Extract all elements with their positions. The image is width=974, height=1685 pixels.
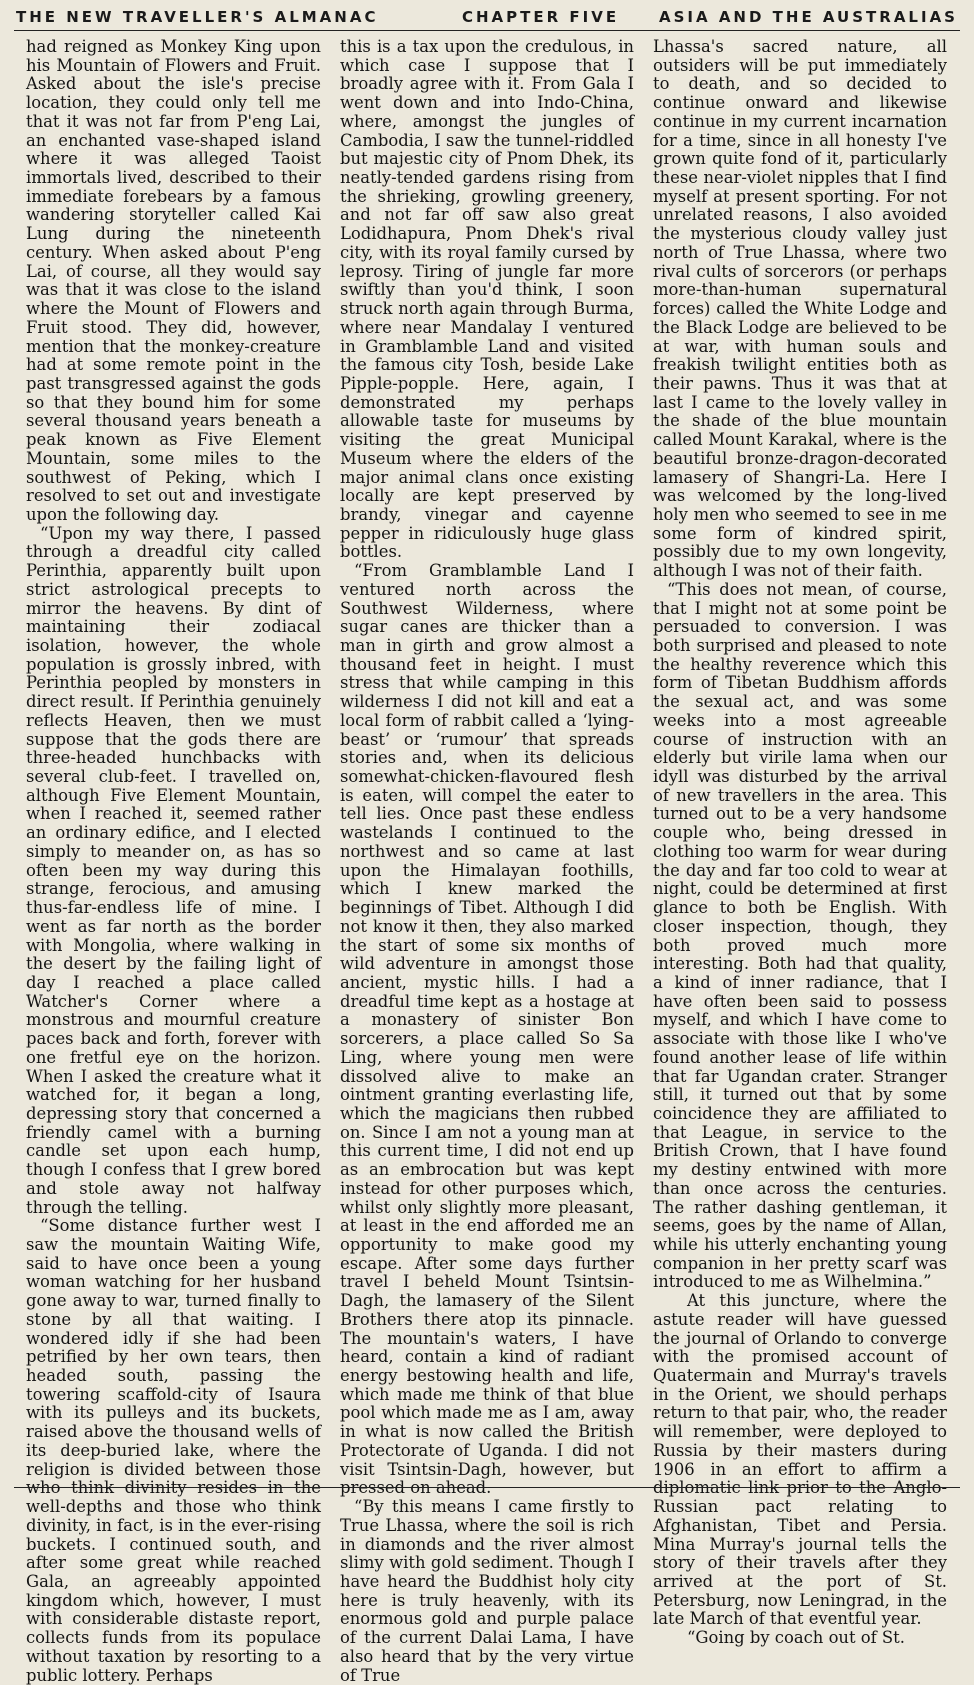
text-column-2: [340, 37, 634, 1685]
text-column-3: [653, 37, 947, 1648]
chapter-label: CHAPTER FIVE: [462, 8, 620, 26]
running-header: [14, 0, 960, 38]
text-column-1: [26, 37, 321, 1685]
paragraph: had reigned as Monkey King upon his Mountain of Flowers and Fruit. Asked about the isle's precise location, they could only tell me that it was not far from P'eng Lai, an enchanted vase-shaped island where it was alleged Taoist immortals lived, described to their immediate forebears by a famous wandering storyteller called Kai Lung during the nineteenth century. When asked about P'eng Lai, of course, all they would say was that it was close to the island where the Mount of Flowers and Fruit stood. They did, however, mention that the monkey-creature had at some remote point in the past transgressed against the gods so that they bound him for some several thousand years beneath a peak known as Five Element Mountain, some miles to the southwest of Peking, which I resolved to set out and investigate upon the following day.: [26, 37, 321, 524]
paragraph: “Upon my way there, I passed through a dreadful city called Perinthia, apparently built upon strict astrological precepts to mirror the heavens. By dint of maintaining their zodiacal isolation, however, the whole population is grossly inbred, with Perinthia peopled by monsters in direct result. If Perinthia genuinely reflects Heaven, then we must suppose that the gods there are three-headed hunchbacks with several club-feet. I travelled on, although Five Element Mountain, when I reached it, seemed rather an ordinary edifice, and I elected simply to meander on, as has so often been my way during this strange, ferocious, and amusing thus-far-endless life of mine. I went as far north as the border with Mongolia, where walking in the desert by the failing light of day I reached a place called Watcher's Corner where a monstrous and mournful creature paces back and forth, forever with one fretful eye on the horizon. When I asked the creature what it watched for, it began a long, depressing story that concerned a friendly camel with a burning candle set upon each hump, though I confess that I grew bored and stole away not halfway through the telling.: [26, 523, 321, 1217]
paragraph: “Some distance further west I saw the mountain Waiting Wife, said to have once been a young woman watching for her husband gone away to war, turned finally to stone by all that waiting. I wondered idly if she had been petrified by her own tears, then headed south, passing the towering scaffold-city of Isaura with its pulleys and its buckets, raised above the thousand wells of its deep-buried lake, where the religion is divided between those who think divinity resides in the well-depths and those who think divinity, in fact, is in the ever-rising buckets. I continued south, and after some great while reached Gala, an agreeably appointed kingdom which, however, I must with considerable distaste report, collects funds from its populace without taxation by resorting to a public lottery. Perhaps: [26, 1216, 321, 1685]
section-title: ASIA AND THE AUSTRALIAS: [659, 8, 958, 26]
paragraph: “By this means I came firstly to True Lhassa, where the soil is rich in diamonds and the river almost slimy with gold sediment. Though I have heard the Buddhist holy city here is truly heavenly, with its enormous gold and purple palace of the current Dalai Lama, I have also heard that by the very virtue of True: [340, 1497, 634, 1685]
paragraph: “This does not mean, of course, that I might not at some point be persuaded to conversion. I was both surprised and pleased to note the healthy reverence which this form of Tibetan Buddhism affords the sexual act, and was some weeks into a most agreeable course of instruction with an elderly but virile lama when our idyll was disturbed by the arrival of new travellers in the area. This turned out to be a very handsome couple who, being dressed in clothing too warm for wear during the day and far too cold to wear at night, could be determined at first glance to both be English. With closer inspection, though, they both proved much more interesting. Both had that quality, a kind of inner radiance, that I have often been said to possess myself, and which I have come to associate with those like I who've found another lease of life within that far Ugandan crater. Stranger still, it turned out that by some coincidence they are affiliated to that League, in service to the British Crown, that I have found my destiny entwined with more than once across the centuries. The rather dashing gentleman, it seems, goes by the name of Allan, while his utterly enchanting young companion in her pretty scarf was introduced to me as Wilhelmina.”: [653, 579, 947, 1292]
header-rule: [14, 30, 960, 31]
book-title: THE NEW TRAVELLER'S ALMANAC: [16, 8, 379, 26]
paragraph: this is a tax upon the credulous, in which case I suppose that I broadly agree with it. From Gala I went down and into Indo-China, where, amongst the jungles of Cambodia, I saw the tunnel-riddled but majestic city of Pnom Dhek, its neatly-tended gardens rising from the shrieking, growling greenery, and not far off saw also great Lodidhapura, Pnom Dhek's rival city, with its royal family cursed by leprosy. Tiring of jungle far more swiftly than you'd think, I soon struck north again through Burma, where near Mandalay I ventured in Gramblamble Land and visited the famous city Tosh, beside Lake Pipple-popple. Here, again, I demonstrated my perhaps allowable taste for museums by visiting the great Municipal Museum where the elders of the major animal clans once existing locally are kept preserved by brandy, vinegar and cayenne pepper in ridiculously huge glass bottles.: [340, 37, 634, 562]
paragraph: “From Gramblamble Land I ventured north across the Southwest Wilderness, where sugar canes are thicker than a man in girth and grow almost a thousand feet in height. I must stress that while camping in this wilderness I did not kill and eat a local form of rabbit called a ‘lying-beast’ or ‘rumour’ that spreads stories and, when its delicious somewhat-chicken-flavoured flesh is eaten, will compel the eater to tell lies. Once past these endless wastelands I continued to the northwest and so came at last upon the Himalayan foothills, which I knew marked the beginnings of Tibet. Although I did not know it then, they also marked the start of some six months of wild adventure in amongst those ancient, mystic hills. I had a dreadful time kept as a hostage at a monastery of sinister Bon sorcerers, a place called So Sa Ling, where young men were dissolved alive to make an ointment granting everlasting life, which the magicians then rubbed on. Since I am not a young man at this current time, I did not end up as an embrocation but was kept instead for other purposes which, whilst only slightly more pleasant, at least in the end afforded me an opportunity to make good my escape. After some days further travel I beheld Mount Tsintsin-Dagh, the lamasery of the Silent Brothers there atop its pinnacle. The mountain's waters, I have heard, contain a kind of radiant energy bestowing health and life, which made me think of that blue pool which made me as I am, away in what is now called the British Protectorate of Uganda. I did not visit Tsintsin-Dagh, however, but pressed on ahead.: [340, 561, 634, 1498]
paragraph: “Going by coach out of St.: [687, 1628, 905, 1648]
footer-rule: [14, 1487, 960, 1488]
paragraph: At this juncture, where the astute reader will have guessed the journal of Orlando to converge with the promised account of Quatermain and Murray's travels in the Orient, we should perhaps return to that pair, who, the reader will remember, were deployed to Russia by their masters during 1906 in an effort to affirm a diplomatic link prior to the Anglo-Russian pact relating to Afghanistan, Tibet and Persia. Mina Murray's journal tells the story of their travels after they arrived at the port of St. Petersburg, now Leningrad, in the late March of that eventful year.: [653, 1291, 947, 1629]
paragraph: Lhassa's sacred nature, all outsiders will be put immediately to death, and so decided to continue onward and likewise continue in my current incarnation for a time, since in all honesty I've grown quite fond of it, particularly these near-violet nipples that I find myself at present sporting. For not unrelated reasons, I also avoided the mysterious cloudy valley just north of True Lhassa, where two rival cults of sorcerors (or perhaps more-than-human supernatural forces) called the White Lodge and the Black Lodge are believed to be at war, with human souls and freakish twilight entities both as their pawns. Thus it was that at last I came to the lovely valley in the shade of the blue mountain called Mount Karakal, where is the beautiful bronze-dragon-decorated lamasery of Shangri-La. Here I was welcomed by the long-lived holy men who seemed to see in me some form of kindred spirit, possibly due to my own longevity, although I was not of their faith.: [653, 37, 947, 581]
